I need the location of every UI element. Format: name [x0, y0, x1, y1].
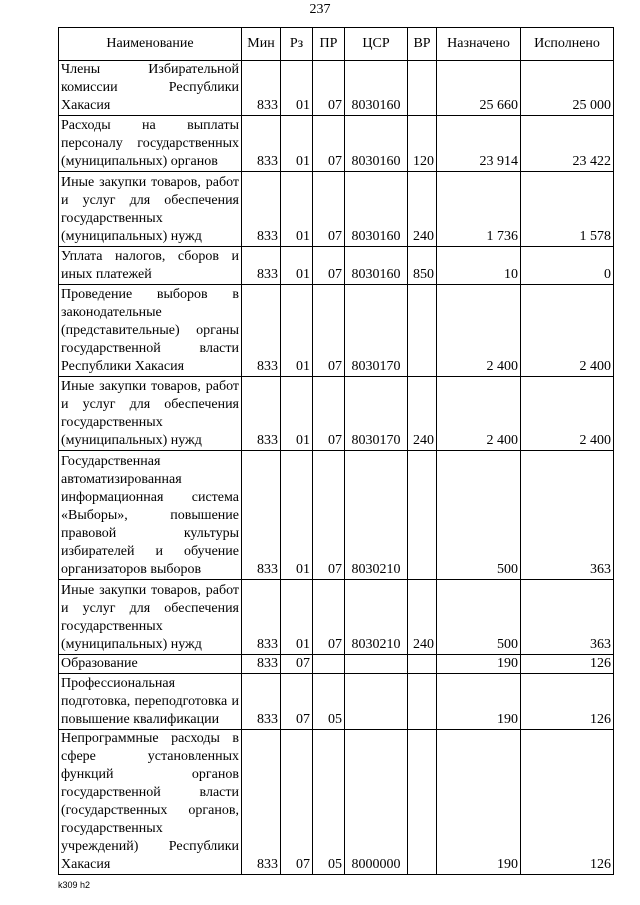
row-executed: 0	[521, 247, 614, 285]
row-assigned: 190	[437, 730, 521, 875]
row-assigned: 190	[437, 674, 521, 730]
table-row	[59, 580, 614, 655]
row-csr	[345, 655, 408, 674]
row-executed: 23 422	[521, 116, 614, 172]
row-min: 833	[242, 377, 281, 451]
row-rz: 01	[281, 285, 313, 377]
table-row	[59, 172, 614, 247]
row-min: 833	[242, 285, 281, 377]
row-pr: 07	[313, 451, 345, 580]
row-min: 833	[242, 247, 281, 285]
header-pr: ПР	[313, 28, 345, 61]
table-row	[59, 285, 614, 377]
row-executed: 126	[521, 674, 614, 730]
header-name: Наименование	[59, 28, 242, 61]
table-row	[59, 730, 614, 875]
row-name: Образование	[59, 655, 242, 674]
row-vr: 120	[408, 116, 437, 172]
row-min: 833	[242, 172, 281, 247]
row-vr	[408, 61, 437, 116]
table-row	[59, 61, 614, 116]
row-pr: 07	[313, 116, 345, 172]
row-executed: 126	[521, 730, 614, 875]
row-vr	[408, 674, 437, 730]
row-vr	[408, 655, 437, 674]
row-name: Уплата налогов, сборов и иных платежей	[59, 247, 242, 285]
row-vr: 850	[408, 247, 437, 285]
row-pr: 07	[313, 580, 345, 655]
table-row	[59, 377, 614, 451]
row-pr: 07	[313, 377, 345, 451]
header-csr: ЦСР	[345, 28, 408, 61]
table-row	[59, 655, 614, 674]
row-csr: 8030210	[345, 451, 408, 580]
row-rz: 01	[281, 172, 313, 247]
row-executed: 1 578	[521, 172, 614, 247]
header-executed: Исполнено	[521, 28, 614, 61]
row-csr: 8030160	[345, 61, 408, 116]
row-csr: 8030170	[345, 285, 408, 377]
row-pr	[313, 655, 345, 674]
header-vr: ВР	[408, 28, 437, 61]
row-name: Иные закупки товаров, работ и услуг для обеспечения государственных (муниципальных) нужд	[59, 580, 242, 655]
row-assigned: 10	[437, 247, 521, 285]
row-assigned: 25 660	[437, 61, 521, 116]
row-rz: 01	[281, 61, 313, 116]
row-csr: 8030160	[345, 247, 408, 285]
row-rz: 07	[281, 674, 313, 730]
row-pr: 07	[313, 285, 345, 377]
row-rz: 01	[281, 580, 313, 655]
row-csr	[345, 674, 408, 730]
row-name: Члены Избирательной комиссии Республики Хакасия	[59, 61, 242, 116]
row-executed: 363	[521, 451, 614, 580]
row-name: Иные закупки товаров, работ и услуг для обеспечения государственных (муниципальных) нужд	[59, 377, 242, 451]
row-min: 833	[242, 116, 281, 172]
row-rz: 01	[281, 451, 313, 580]
row-assigned: 23 914	[437, 116, 521, 172]
row-assigned: 500	[437, 580, 521, 655]
row-min: 833	[242, 730, 281, 875]
table-header-row	[59, 28, 614, 61]
row-pr: 07	[313, 247, 345, 285]
row-vr: 240	[408, 172, 437, 247]
row-name: Проведение выборов в законодательные (представительные) органы государственной власти Республики Хакасия	[59, 285, 242, 377]
row-csr: 8030210	[345, 580, 408, 655]
row-executed: 363	[521, 580, 614, 655]
row-csr: 8030160	[345, 172, 408, 247]
row-pr: 05	[313, 730, 345, 875]
row-name: Государственная автоматизированная информационная система «Выборы», повышение правовой культуры избирателей и обучение организаторов выборов	[59, 451, 242, 580]
row-vr	[408, 451, 437, 580]
table-row	[59, 674, 614, 730]
table-row	[59, 116, 614, 172]
header-assigned: Назначено	[437, 28, 521, 61]
row-rz: 01	[281, 247, 313, 285]
row-vr: 240	[408, 377, 437, 451]
row-rz: 07	[281, 730, 313, 875]
row-executed: 2 400	[521, 285, 614, 377]
row-rz: 01	[281, 116, 313, 172]
row-assigned: 500	[437, 451, 521, 580]
footer-code: k309 h2	[58, 880, 91, 890]
row-rz: 07	[281, 655, 313, 674]
table-row	[59, 247, 614, 285]
row-min: 833	[242, 61, 281, 116]
row-rz: 01	[281, 377, 313, 451]
row-assigned: 2 400	[437, 377, 521, 451]
table-row	[59, 451, 614, 580]
row-assigned: 2 400	[437, 285, 521, 377]
row-name: Профессиональная подготовка, переподготовка и повышение квалификации	[59, 674, 242, 730]
row-vr	[408, 285, 437, 377]
row-csr: 8030160	[345, 116, 408, 172]
row-name: Непрограммные расходы в сфере установленных функций органов государственной власти (государственных органов, государственных учреждений) Республики Хакасия	[59, 730, 242, 875]
row-csr: 8000000	[345, 730, 408, 875]
row-min: 833	[242, 674, 281, 730]
row-executed: 2 400	[521, 377, 614, 451]
page-number: 237	[309, 2, 331, 17]
row-pr: 07	[313, 172, 345, 247]
row-name: Расходы на выплаты персоналу государственных (муниципальных) органов	[59, 116, 242, 172]
row-assigned: 190	[437, 655, 521, 674]
row-min: 833	[242, 451, 281, 580]
row-min: 833	[242, 580, 281, 655]
budget-table	[58, 27, 614, 875]
row-name: Иные закупки товаров, работ и услуг для обеспечения государственных (муниципальных) нужд	[59, 172, 242, 247]
row-min: 833	[242, 655, 281, 674]
row-csr: 8030170	[345, 377, 408, 451]
row-pr: 05	[313, 674, 345, 730]
header-rz: Рз	[281, 28, 313, 61]
row-pr: 07	[313, 61, 345, 116]
header-min: Мин	[242, 28, 281, 61]
row-executed: 126	[521, 655, 614, 674]
row-assigned: 1 736	[437, 172, 521, 247]
row-vr: 240	[408, 580, 437, 655]
row-executed: 25 000	[521, 61, 614, 116]
row-vr	[408, 730, 437, 875]
